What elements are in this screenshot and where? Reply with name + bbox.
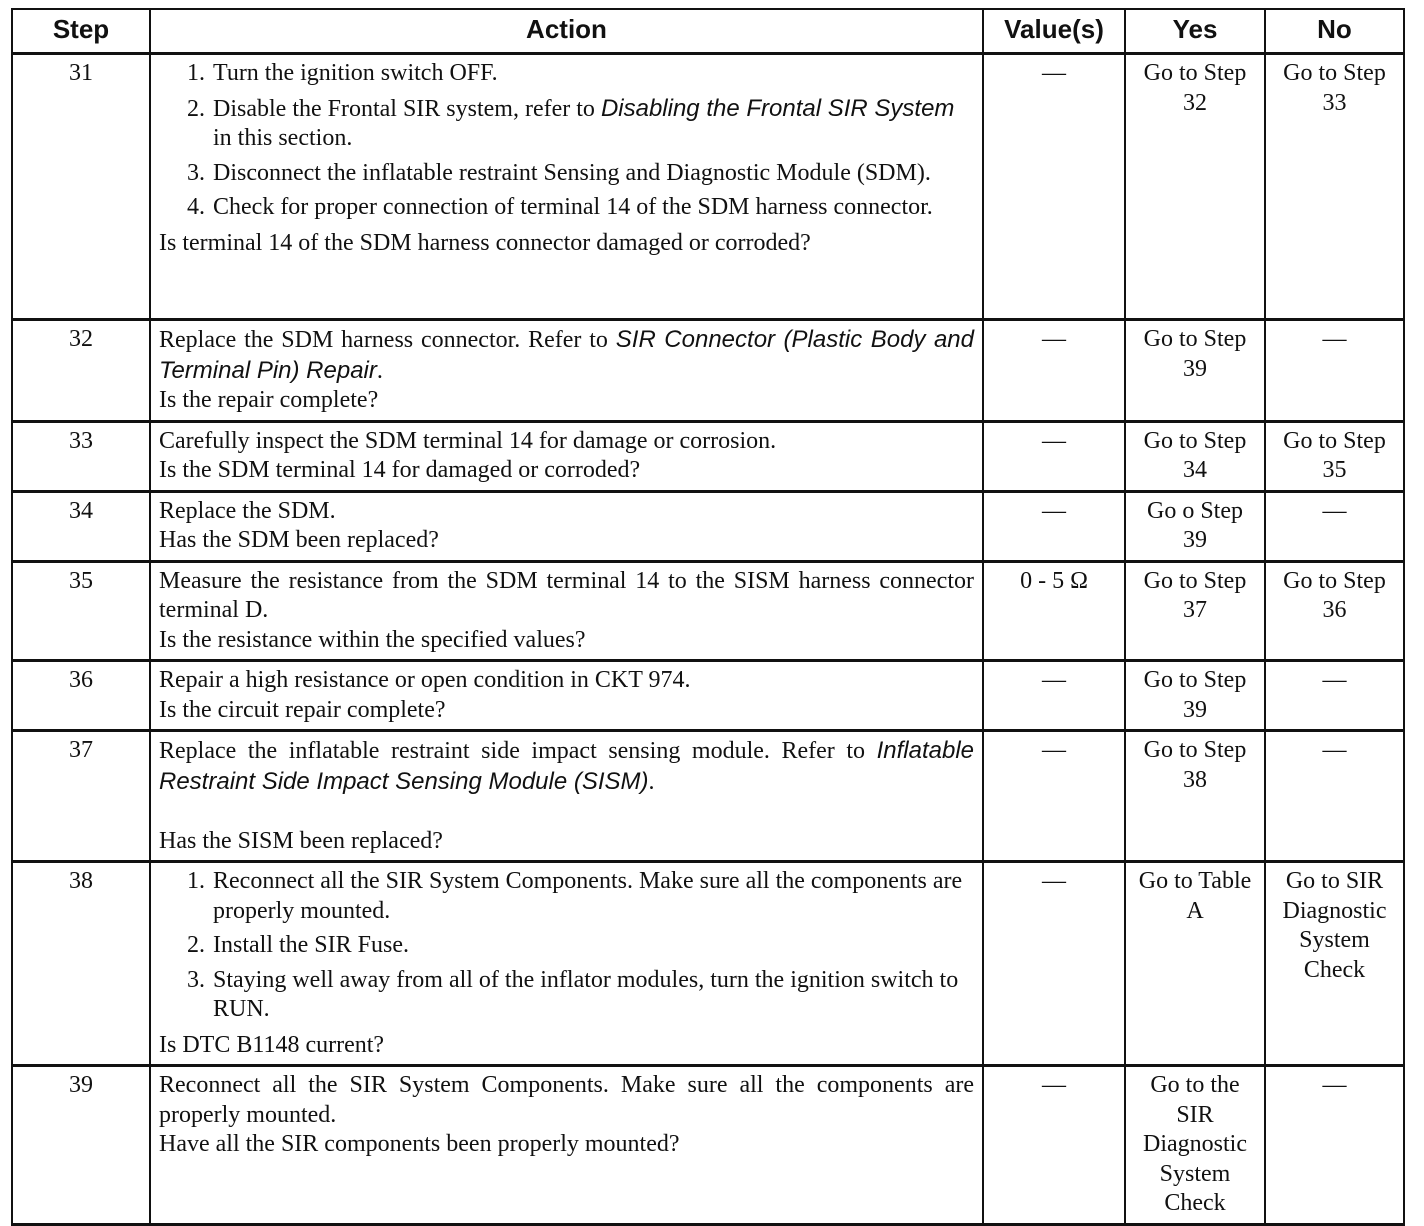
action-cell	[150, 862, 983, 1066]
header-step: Step	[12, 9, 150, 54]
action-list	[159, 867, 974, 1025]
header-no: No	[1265, 9, 1404, 54]
action-question: Is the resistance within the specified values?	[159, 626, 586, 653]
yes-cell: Go to Step 38	[1125, 731, 1265, 862]
no-cell: —	[1265, 661, 1404, 731]
table-row-step-35	[12, 561, 1404, 661]
value-cell: —	[983, 54, 1125, 320]
step-number: 34	[12, 491, 150, 561]
action-cell	[150, 320, 983, 422]
value-cell: —	[983, 862, 1125, 1066]
header-values: Value(s)	[983, 9, 1125, 54]
action-list	[159, 59, 974, 223]
action-item: 2. Install the SIR Fuse.	[211, 931, 974, 961]
action-cell	[150, 561, 983, 661]
action-text: Measure the resistance from the SDM terminal 14 to the SISM harness connector terminal D.	[159, 567, 974, 623]
yes-cell: Go to Step 32	[1125, 54, 1265, 320]
action-item: 1. Turn the ignition switch OFF.	[211, 59, 974, 89]
action-question: Is the repair complete?	[159, 387, 379, 413]
value-cell: —	[983, 491, 1125, 561]
header-action: Action	[150, 9, 983, 54]
header-row	[12, 9, 1404, 54]
table-row-step-34	[12, 491, 1404, 561]
value-cell: —	[983, 661, 1125, 731]
step-number: 33	[12, 421, 150, 491]
action-question: Is terminal 14 of the SDM harness connector damaged or corroded?	[159, 229, 811, 256]
action-cell	[150, 54, 983, 320]
no-cell: Go to SIR Diagnostic System Check	[1265, 862, 1404, 1066]
action-question: Has the SDM been replaced?	[159, 527, 439, 553]
table-row-step-37	[12, 731, 1404, 862]
yes-cell: Go to the SIR Diagnostic System Check	[1125, 1066, 1265, 1225]
step-number: 38	[12, 862, 150, 1066]
table-row-step-32	[12, 320, 1404, 422]
table-row-step-38	[12, 862, 1404, 1066]
table-row-step-36	[12, 661, 1404, 731]
reference-link[interactable]: Inflatable Restraint Side Impact Sensing Module (SISM)	[159, 737, 974, 795]
action-item: 1. Reconnect all the SIR System Components. Make sure all the components are properly mounted.	[211, 867, 974, 926]
value-cell: —	[983, 421, 1125, 491]
reference-link[interactable]: SIR Connector (Plastic Body and Terminal Pin) Repair	[159, 326, 974, 384]
action-text: Carefully inspect the SDM terminal 14 for damage or corrosion.	[159, 427, 777, 454]
no-cell: —	[1265, 320, 1404, 422]
spacer	[159, 797, 974, 827]
value-cell: —	[983, 1066, 1125, 1225]
step-number: 32	[12, 320, 150, 422]
reference-link[interactable]: Disabling the Frontal SIR System	[600, 94, 955, 122]
action-item: 3. Disconnect the inflatable restraint Sensing and Diagnostic Module (SDM).	[211, 159, 974, 189]
action-item: 2. Disable the Frontal SIR system, refer to Disabling the Frontal SIR System in this section.	[211, 94, 974, 154]
no-cell: Go to Step 36	[1265, 561, 1404, 661]
action-text: Reconnect all the SIR System Components. Make sure all the components are properly mounted.	[159, 1072, 974, 1128]
no-cell: Go to Step 35	[1265, 421, 1404, 491]
yes-cell: Go to Table A	[1125, 862, 1265, 1066]
step-number: 39	[12, 1066, 150, 1225]
table-row-step-33	[12, 421, 1404, 491]
action-text: Replace the SDM harness connector. Refer to SIR Connector (Plastic Body and Terminal Pin) Repair.	[159, 326, 974, 384]
diagnostic-table	[11, 8, 1405, 1226]
action-question: Have all the SIR components been properly mounted?	[159, 1131, 680, 1157]
no-cell: —	[1265, 731, 1404, 862]
action-question: Is the circuit repair complete?	[159, 696, 446, 723]
value-cell: —	[983, 320, 1125, 422]
no-cell: Go to Step 33	[1265, 54, 1404, 320]
yes-cell: Go to Step 37	[1125, 561, 1265, 661]
step-number: 31	[12, 54, 150, 320]
header-yes: Yes	[1125, 9, 1265, 54]
action-question: Is DTC B1148 current?	[159, 1031, 385, 1058]
value-cell: —	[983, 731, 1125, 862]
step-number: 35	[12, 561, 150, 661]
action-cell	[150, 421, 983, 491]
action-cell	[150, 661, 983, 731]
action-text: Replace the SDM.	[159, 497, 336, 524]
action-text: Replace the inflatable restraint side impact sensing module. Refer to Inflatable Restraint Side Impact Sensing Module (SISM).	[159, 737, 974, 795]
step-number: 37	[12, 731, 150, 862]
step-number: 36	[12, 661, 150, 731]
yes-cell: Go to Step 34	[1125, 421, 1265, 491]
yes-cell: Go to Step 39	[1125, 320, 1265, 422]
action-cell	[150, 1066, 983, 1225]
action-item: 3. Staying well away from all of the inflator modules, turn the ignition switch to RUN.	[211, 966, 974, 1025]
action-text: Repair a high resistance or open condition in CKT 974.	[159, 667, 691, 693]
no-cell: —	[1265, 491, 1404, 561]
yes-cell: Go o Step 39	[1125, 491, 1265, 561]
yes-cell: Go to Step 39	[1125, 661, 1265, 731]
action-item: 4. Check for proper connection of terminal 14 of the SDM harness connector.	[211, 193, 974, 223]
value-cell: 0 - 5 Ω	[983, 561, 1125, 661]
no-cell: —	[1265, 1066, 1404, 1225]
action-question: Is the SDM terminal 14 for damaged or corroded?	[159, 457, 641, 483]
action-cell	[150, 491, 983, 561]
table-row-step-31	[12, 54, 1404, 320]
action-question: Has the SISM been replaced?	[159, 827, 443, 854]
action-cell	[150, 731, 983, 862]
table-row-step-39	[12, 1066, 1404, 1225]
